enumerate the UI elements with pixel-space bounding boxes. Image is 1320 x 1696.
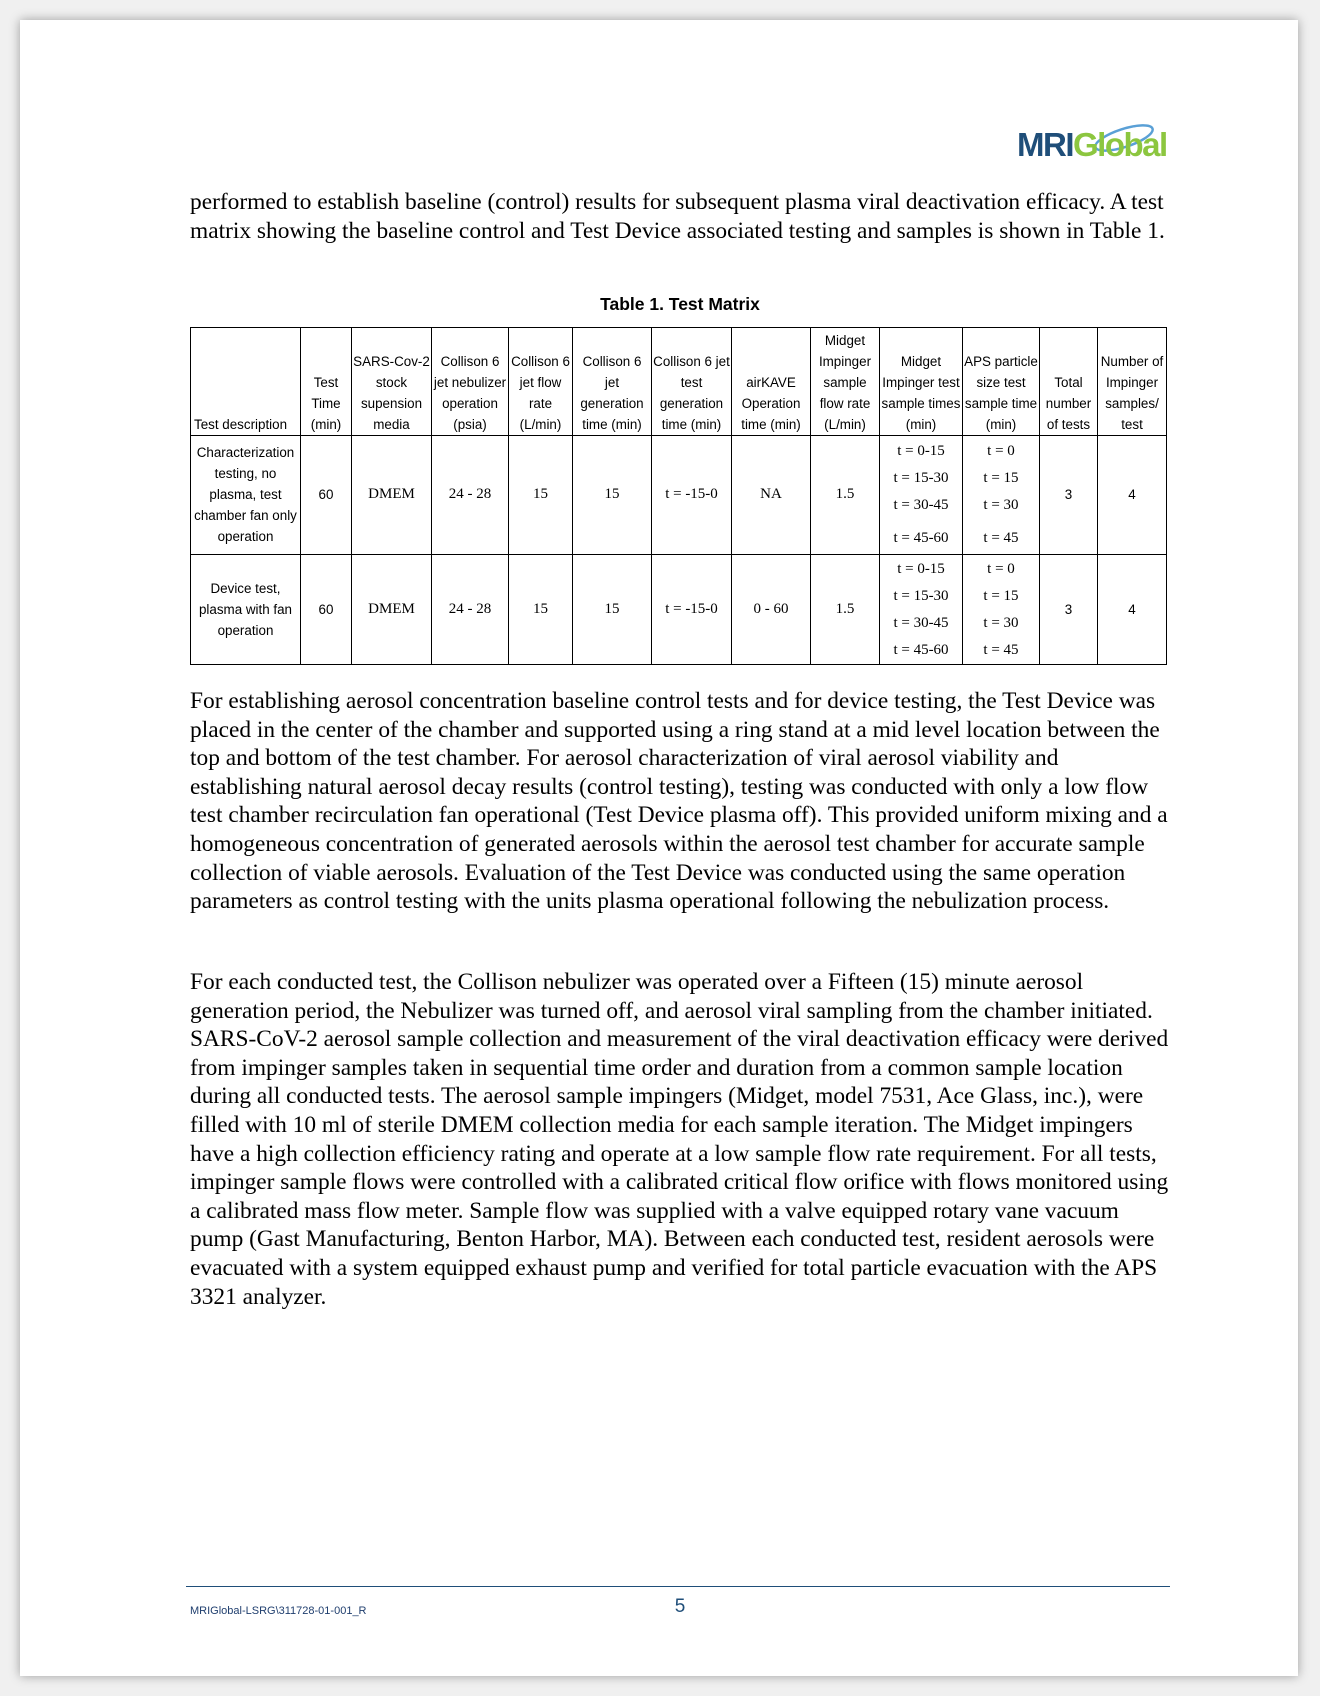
impinger-time-entry: t = 45-60 [893, 529, 949, 546]
cell-generation-time: 15 [573, 555, 652, 665]
aps-time-entry: t = 30 [983, 614, 1019, 631]
header-total-tests: Total number of tests [1040, 328, 1098, 436]
header-impinger-sample-times: Midget Impinger test sample times (min) [880, 328, 963, 436]
cell-description: Device test, plasma with fan operation [191, 555, 301, 665]
aps-time-entry: t = 45 [983, 529, 1019, 546]
footer-divider [186, 1586, 1170, 1587]
header-aps-sample-time: APS particle size test sample time (min) [963, 328, 1040, 436]
header-test-time: Test Time (min) [301, 328, 352, 436]
cell-impinger-times [880, 555, 963, 665]
header-flow-rate: Collison 6 jet flow rate (L/min) [509, 328, 573, 436]
cell-media: DMEM [352, 555, 432, 665]
aps-time-entry: t = 15 [983, 587, 1019, 604]
impinger-time-entry: t = 30-45 [893, 496, 949, 513]
document-page [20, 20, 1298, 1676]
header-airkave-operation: airKAVE Operation time (min) [732, 328, 811, 436]
cell-test-generation-time: t = -15-0 [652, 435, 732, 555]
impinger-time-entry: t = 0-15 [897, 442, 945, 459]
aps-time-entry: t = 0 [987, 442, 1015, 459]
footer-document-id: MRIGlobal-LSRG\311728-01-001_R [190, 1605, 367, 1617]
aps-time-entry: t = 45 [983, 641, 1019, 658]
cell-impinger-flow: 1.5 [811, 555, 880, 665]
impinger-time-entry: t = 15-30 [893, 469, 949, 486]
cell-aps-times [963, 435, 1040, 555]
cell-samples-per-test: 4 [1098, 555, 1167, 665]
cell-test-time: 60 [301, 555, 352, 665]
header-samples-per-test: Number of Impinger samples/ test [1098, 328, 1167, 436]
cell-impinger-times [880, 435, 963, 555]
table-row [191, 435, 1167, 555]
header-test-generation-time: Collison 6 jet test generation time (min) [652, 328, 732, 436]
cell-flow-rate: 15 [509, 555, 573, 665]
impinger-time-entry: t = 30-45 [893, 614, 949, 631]
table-caption: Table 1. Test Matrix [600, 294, 760, 314]
cell-total-tests: 3 [1040, 435, 1098, 555]
cell-media: DMEM [352, 435, 432, 555]
cell-impinger-flow: 1.5 [811, 435, 880, 555]
cell-samples-per-test: 4 [1098, 435, 1167, 555]
cell-total-tests: 3 [1040, 555, 1098, 665]
cell-generation-time: 15 [573, 435, 652, 555]
test-matrix-table [190, 327, 1167, 665]
header-impinger-flow-rate: Midget Impinger sample flow rate (L/min) [811, 328, 880, 436]
cell-nebulizer-psia: 24 - 28 [432, 555, 509, 665]
header-nebulizer-operation: Collison 6 jet nebulizer operation (psia) [432, 328, 509, 436]
intro-paragraph: performed to establish baseline (control) results for subsequent plasma viral deactivation efficacy. A test matrix showing the baseline control and Test Device associated testing and samples is shown in Table 1. [190, 189, 1165, 244]
aps-time-entry: t = 30 [983, 496, 1019, 513]
page-number: 5 [674, 1596, 686, 1617]
body-paragraph-setup: For establishing aerosol concentration baseline control tests and for device testing, the Test Device was placed in the center of the chamber and supported using a ring stand at a mid level location between the top and bottom of the test chamber. For aerosol characterization of viral aerosol viability and establishing natural aerosol decay results (control testing), testing was conducted with only a low flow test chamber recirculation fan operational (Test Device plasma off). This provided uniform mixing and a homogeneous concentration of generated aerosols within the aerosol test chamber for accurate sample collection of viable aerosols. Evaluation of the Test Device was conducted using the same operation parameters as control testing with the units plasma operational following the nebulization process. [190, 688, 1168, 915]
aps-time-entry: t = 0 [987, 560, 1015, 577]
impinger-time-entry: t = 45-60 [893, 641, 949, 658]
table-header-row [191, 328, 1167, 436]
cell-aps-times [963, 555, 1040, 665]
header-test-description: Test description [191, 328, 301, 436]
header-stock-media: SARS-Cov-2 stock supension media [352, 328, 432, 436]
logo-text-global: Global [1073, 126, 1167, 163]
cell-description: Characterization testing, no plasma, test chamber fan only operation [191, 435, 301, 555]
mriglobal-logo [1017, 108, 1177, 168]
cell-nebulizer-psia: 24 - 28 [432, 435, 509, 555]
header-generation-time: Collison 6 jet generation time (min) [573, 328, 652, 436]
cell-test-time: 60 [301, 435, 352, 555]
aps-time-entry: t = 15 [983, 469, 1019, 486]
logo-text-mri: MRI [1017, 126, 1073, 163]
cell-airkave-time: 0 - 60 [732, 555, 811, 665]
impinger-time-entry: t = 0-15 [897, 560, 945, 577]
impinger-time-entry: t = 15-30 [893, 587, 949, 604]
cell-airkave-time: NA [732, 435, 811, 555]
body-paragraph-procedure: For each conducted test, the Collison nebulizer was operated over a Fifteen (15) minute aerosol generation period, the Nebulizer was turned off, and aerosol viral sampling from the chamber initiated. SARS-CoV-2 aerosol sample collection and measurement of the viral deactivation efficacy were derived from impinger samples taken in sequential time order and duration from a common sample location during all conducted tests. The aerosol sample impingers (Midget, model 7531, Ace Glass, inc.), were filled with 10 ml of sterile DMEM collection media for each sample iteration. The Midget impingers have a high collection efficiency rating and operate at a low sample flow rate requirement. For all tests, impinger sample flows were controlled with a calibrated critical flow orifice with flows monitored using a calibrated mass flow meter. Sample flow was supplied with a valve equipped rotary vane vacuum pump (Gast Manufacturing, Benton Harbor, MA). Between each conducted test, resident aerosols were evacuated with a system equipped exhaust pump and verified for total particle evacuation with the APS 3321 analyzer. [190, 969, 1169, 1310]
cell-flow-rate: 15 [509, 435, 573, 555]
table-row [191, 555, 1167, 665]
cell-test-generation-time: t = -15-0 [652, 555, 732, 665]
